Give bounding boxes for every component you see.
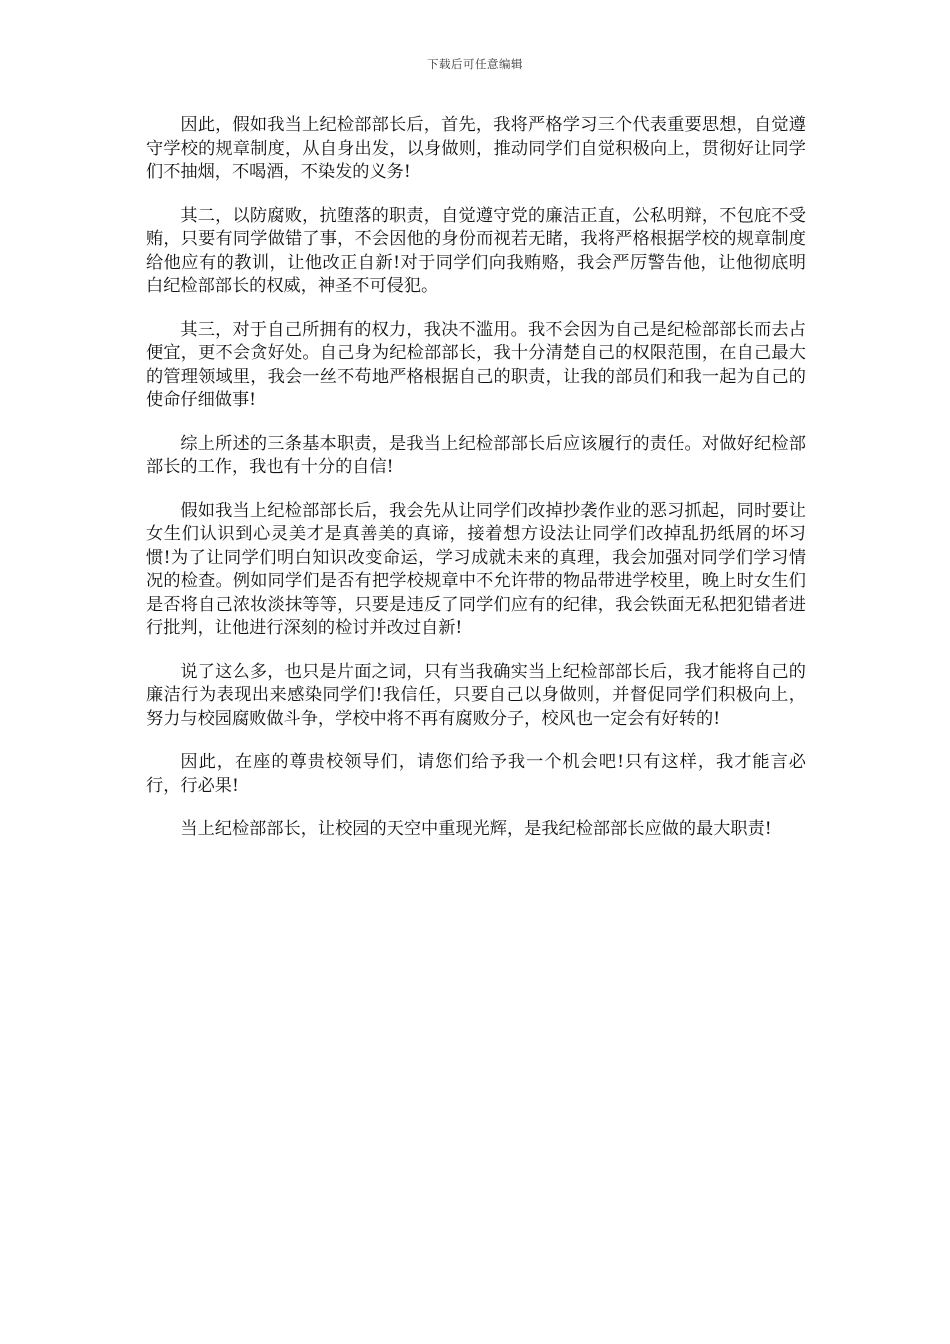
document-body: [146, 114, 806, 862]
paragraph-8: 当上纪检部部长，让校园的天空中重现光辉，是我纪检部部长应做的最大职责!: [180, 819, 772, 839]
paragraph-4: 综上所述的三条基本职责，是我当上纪检部部长后应该履行的责任。对做好纪检部部长的工作，我也有十分的自信!: [146, 433, 806, 477]
paragraph-2: 其二，以防腐败，抗堕落的职责，自觉遵守党的廉洁正直，公私明辩，不包庇不受贿，只要有同学做错了事，不会因他的身份而视若无睹，我将严格根据学校的规章制度给他应有的教训，让他改正自新!对于同学们向我贿赂，我会严厉警告他，让他彻底明白纪检部部长的权威，神圣不可侵犯。: [146, 205, 806, 296]
paragraph-1: 因此，假如我当上纪检部部长后，首先，我将严格学习三个代表重要思想，自觉遵守学校的规章制度，从自身出发，以身做则，推动同学们自觉积极向上，贯彻好让同学们不抽烟，不喝酒，不染发的义务!: [146, 115, 806, 182]
paragraph-3: 其三，对于自己所拥有的权力，我决不滥用。我不会因为自己是纪检部部长而去占便宜，更不会贪好处。自己身为纪检部部长，我十分清楚自己的权限范围，在自己最大的管理领域里，我会一丝不苟地严格根据自己的职责，让我的部员们和我一起为自己的使命仔细做事!: [146, 319, 806, 410]
paragraph-6: 说了这么多，也只是片面之词，只有当我确实当上纪检部部长后，我才能将自己的廉洁行为表现出来感染同学们!我信任，只要自己以身做则，并督促同学们积极向上，努力与校园腐败做斗争，学校中将不再有腐败分子，校风也一定会有好转的!: [146, 661, 806, 729]
paragraph-7: 因此，在座的尊贵校领导们，请您们给予我一个机会吧!只有这样，我才能言必行，行必果!: [146, 752, 806, 796]
paragraph-5: 假如我当上纪检部部长后，我会先从让同学们改掉抄袭作业的恶习抓起，同时要让女生们认识到心灵美才是真善美的真谛，接着想方设法让同学们改掉乱扔纸屑的坏习惯!为了让同学们明白知识改变命运，学习成就未来的真理，我会加强对同学们学习情况的检查。例如同学们是否有把学校规章中不允许带的物品带进学校里，晚上时女生们是否将自己浓妆淡抹等等，只要是违反了同学们应有的纪律，我会铁面无私把犯错者进行批判，让他进行深刻的检讨并改过自新!: [146, 500, 806, 638]
page-header: 下载后可任意编辑: [427, 57, 523, 71]
